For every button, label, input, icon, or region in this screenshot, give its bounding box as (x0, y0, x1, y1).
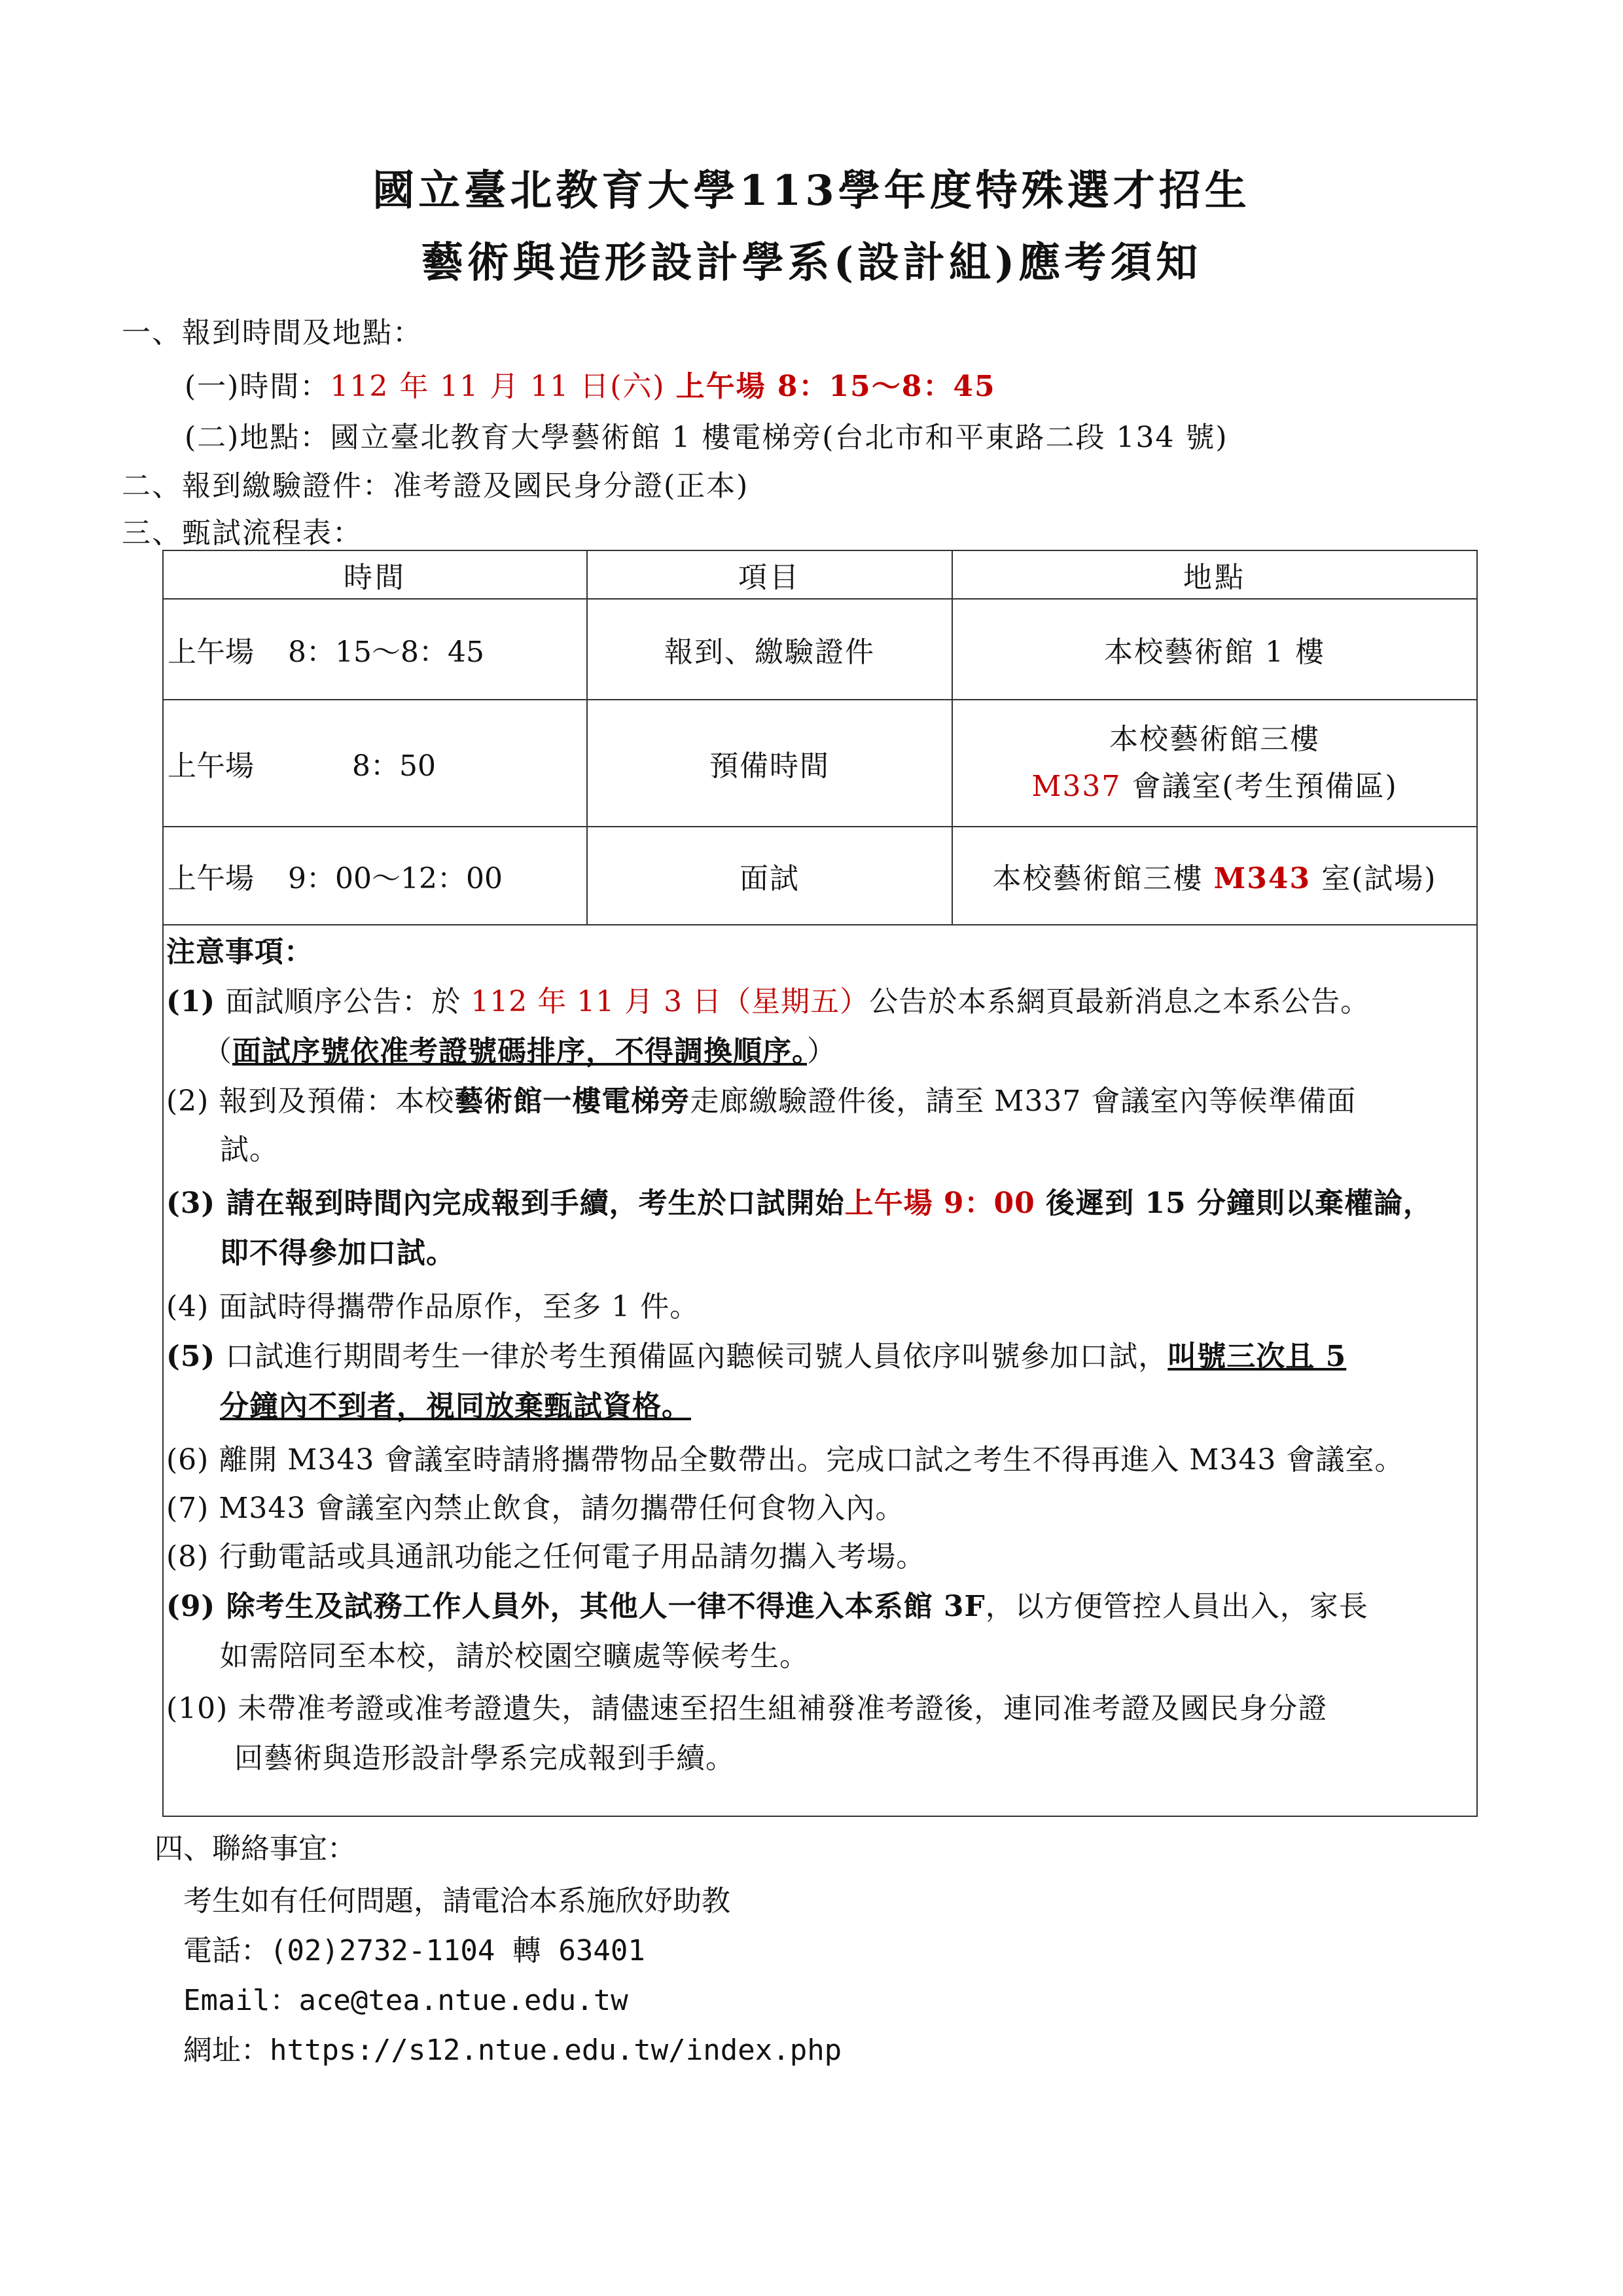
schedule-place-cell (952, 827, 1477, 925)
col-header-time: 時間 (163, 550, 587, 599)
note-emphasis: 除考生及試務工作人員外，其他人一律不得進入本系館 3F (215, 1590, 986, 1623)
note-number: (5) (166, 1340, 216, 1373)
session-label: 上午場 (168, 636, 254, 669)
notes-row (163, 925, 1477, 1816)
place-line (957, 763, 1472, 810)
room-desc: 會議室(考生預備區) (1121, 770, 1398, 803)
col-header-place: 地點 (952, 550, 1477, 599)
schedule-row (163, 827, 1477, 925)
note-date: 112 年 11 月 3 日（星期五） (471, 985, 870, 1018)
note-text: 面試順序公告：於 (215, 985, 471, 1018)
contact-phone: 電話：(02)2732-1104 轉 63401 (183, 1934, 645, 1967)
section1-heading: 一、報到時間及地點： (122, 316, 423, 350)
note-item-10: (10) 未帶准考證或准考證遺失，請儘速至招生組補發准考證後，連同准考證及國民身分證 (166, 1692, 1328, 1725)
note-item-6: (6) 離開 M343 會議室時請將攜帶物品全數帶出。完成口試之考生不得再進入 M343 會議室。 (166, 1443, 1404, 1477)
place-text: 室(試場) (1311, 862, 1437, 895)
schedule-time-cell (163, 599, 587, 700)
note-item-9-cont: 如需陪同至本校，請於校園空曠處等候考生。 (220, 1640, 809, 1673)
report-place (185, 414, 1228, 456)
note-item-9 (166, 1583, 1368, 1624)
session-label: 上午場 (168, 749, 254, 783)
note-text: 走廊繳驗證件後，請至 M337 會議室內等候準備面 (690, 1085, 1357, 1118)
note-number: (1) (166, 985, 216, 1018)
note-item-3-cont: 即不得參加口試。 (220, 1236, 455, 1270)
schedule-place-cell (952, 700, 1477, 827)
note-text: (3) 請在報到時間內完成報到手續，考生於口試開始 (166, 1187, 845, 1220)
session-time: 8：15～8：45 (288, 636, 484, 669)
report-place-label: (二)地點： (185, 421, 330, 454)
note-item-2 (166, 1077, 1356, 1119)
section2-documents: 二、報到繳驗證件：准考證及國民身分證(正本) (122, 469, 749, 503)
notes-block (164, 925, 1475, 1816)
note-item-1 (166, 978, 1370, 1020)
place-line: 本校藝術館三樓 (1109, 723, 1320, 756)
contact-email: Email：ace@tea.ntue.edu.tw (183, 1984, 628, 2017)
note-item-5-cont: 分鐘內不到者，視同放棄甄試資格。 (220, 1390, 691, 1423)
note-text: 口試進行期間考生一律於考生預備區內聽候司號人員依序叫號參加口試， (215, 1340, 1168, 1373)
note-item-8: (8) 行動電話或具通訊功能之任何電子用品請勿攜入考場。 (166, 1540, 926, 1573)
report-time-date: 112 年 11 月 11 日(六) (330, 370, 666, 403)
note-item-3 (166, 1179, 1433, 1221)
note-emphasis: 面試序號依准考證號碼排序，不得調換順序。 (232, 1035, 807, 1068)
session-time: 9：00～12：00 (288, 862, 503, 895)
notes-cell (163, 925, 1477, 1816)
note-item-7: (7) M343 會議室內禁止飲食，請勿攜帶任何食物入內。 (166, 1492, 905, 1525)
schedule-row (163, 599, 1477, 700)
session-label: 上午場 (168, 862, 254, 895)
room-number: M343 (1213, 862, 1311, 895)
section4-heading: 四、聯絡事宜： (154, 1832, 356, 1865)
note-emphasis: 藝術館一樓電梯旁 (454, 1085, 690, 1118)
note-text: (2) 報到及預備：本校 (166, 1085, 455, 1118)
section3-heading: 三、甄試流程表： (122, 516, 363, 550)
note-text: ） (807, 1035, 836, 1068)
note-item-1-sub (203, 1028, 836, 1069)
note-text: 公告於本系網頁最新消息之本系公告。 (869, 985, 1370, 1018)
schedule-time-cell (163, 827, 587, 925)
room-number: M337 (1031, 770, 1122, 803)
schedule-time-cell (163, 700, 587, 827)
session-time: 8：50 (352, 749, 436, 783)
note-item-10-cont: 回藝術與造形設計學系完成報到手續。 (234, 1742, 735, 1775)
schedule-row (163, 700, 1477, 827)
note-number: (9) (166, 1590, 216, 1623)
schedule-header-row (163, 550, 1477, 599)
schedule-place-cell: 本校藝術館 1 樓 (952, 599, 1477, 700)
document-subtitle: 藝術與造形設計學系(設計組)應考須知 (421, 238, 1202, 287)
report-time-session: 上午場 8：15～8：45 (675, 370, 996, 403)
place-text: 本校藝術館三樓 (992, 862, 1214, 895)
report-time (185, 363, 996, 404)
note-text: 後遲到 15 分鐘則以棄權論， (1035, 1187, 1433, 1220)
note-text: ，以方便管控人員出入，家長 (985, 1590, 1368, 1623)
note-item-5 (166, 1333, 1346, 1374)
col-header-item: 項目 (587, 550, 952, 599)
report-place-value: 國立臺北教育大學藝術館 1 樓電梯旁(台北市和平東路二段 134 號) (330, 421, 1228, 454)
schedule-item-cell: 預備時間 (587, 700, 952, 827)
note-item-4: (4) 面試時得攜帶作品原作，至多 1 件。 (166, 1290, 700, 1323)
contact-note: 考生如有任何問題，請電洽本系施欣妤助教 (183, 1884, 730, 1918)
contact-website: 網址：https://s12.ntue.edu.tw/index.php (183, 2034, 842, 2067)
schedule-table (162, 550, 1478, 1817)
report-time-label: (一)時間： (185, 370, 330, 403)
schedule-item-cell: 面試 (587, 827, 952, 925)
document-title: 國立臺北教育大學113學年度特殊選才招生 (372, 166, 1251, 215)
note-text: （ (203, 1035, 232, 1068)
notes-heading: 注意事項： (166, 935, 313, 969)
note-item-2-cont: 試。 (220, 1133, 279, 1166)
note-time: 上午場 9：00 (844, 1187, 1035, 1220)
schedule-item-cell: 報到、繳驗證件 (587, 599, 952, 700)
note-emphasis: 叫號三次且 5 (1168, 1340, 1347, 1373)
